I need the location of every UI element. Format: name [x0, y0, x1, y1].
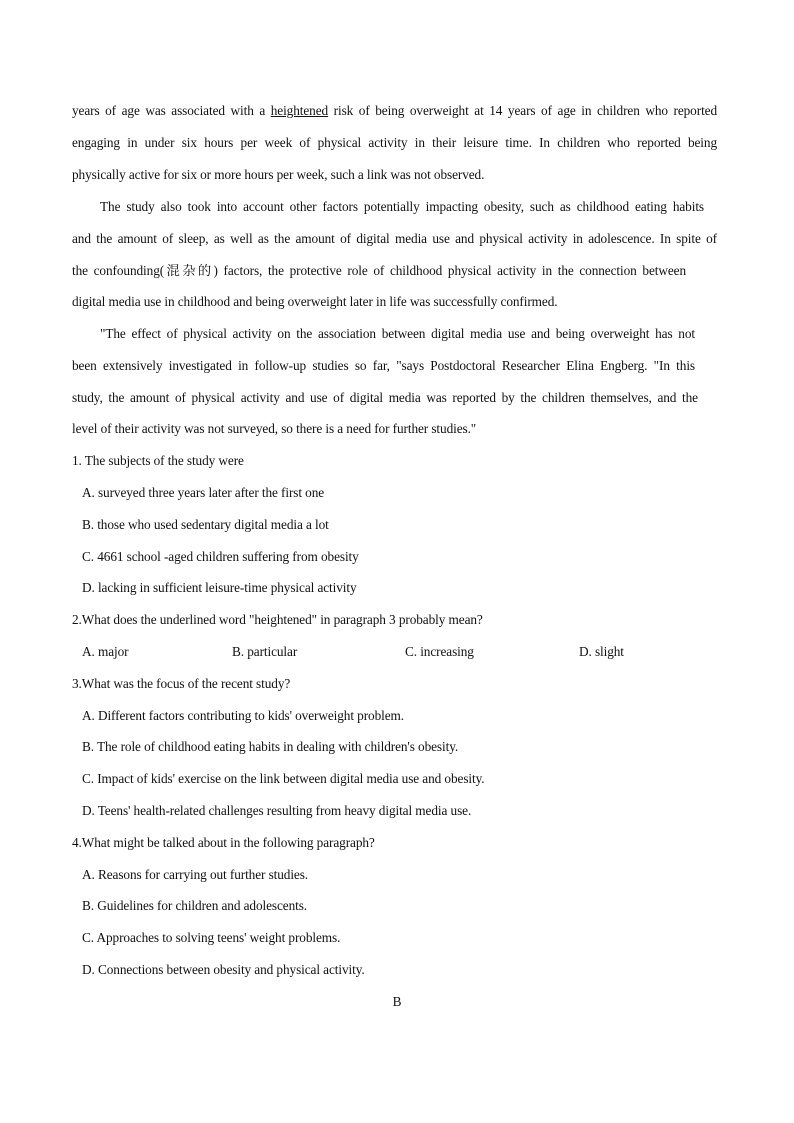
answer-option: A. Different factors contributing to kids' overweight problem.	[82, 708, 405, 723]
paragraph-line: and the amount of sleep, as well as the amount of digital media use and physical activity in adolescence. In spite of	[72, 231, 717, 246]
answer-option: C. 4661 school -aged children suffering from obesity	[82, 549, 359, 564]
question-stem: 4.What might be talked about in the following paragraph?	[72, 835, 375, 850]
paragraph-line: been extensively investigated in follow-up studies so far, "says Postdoctoral Researcher Elina Engberg. "In this	[72, 358, 695, 373]
section-label: B	[392, 994, 402, 1009]
paragraph-line: physically active for six or more hours per week, such a link was not observed.	[72, 167, 485, 182]
answer-option: B. Guidelines for children and adolescents.	[82, 898, 308, 913]
paragraph-line: "The effect of physical activity on the association between digital media use and being overweight has not	[100, 326, 695, 341]
text-span: years of age was associated with a	[72, 103, 271, 118]
answer-option: B. those who used sedentary digital media a lot	[82, 517, 329, 532]
paragraph-line	[72, 103, 717, 119]
answer-option: A. major	[82, 644, 129, 659]
paragraph-line: The study also took into account other factors potentially impacting obesity, such as childhood eating habits	[100, 199, 704, 214]
answer-option: A. surveyed three years later after the first one	[82, 485, 325, 500]
question-stem: 2.What does the underlined word "heightened" in paragraph 3 probably mean?	[72, 612, 483, 627]
answer-option: D. Teens' health-related challenges resulting from heavy digital media use.	[82, 803, 472, 818]
question-stem: 1. The subjects of the study were	[72, 453, 244, 468]
paragraph-line: the confounding(混杂的) factors, the protective role of childhood physical activity in the connection between	[72, 263, 686, 278]
answer-option: B. The role of childhood eating habits in dealing with children's obesity.	[82, 739, 459, 754]
answer-option: C. Approaches to solving teens' weight problems.	[82, 930, 341, 945]
paragraph-line: study, the amount of physical activity and use of digital media was reported by the children themselves, and the	[72, 390, 698, 405]
paragraph-line: engaging in under six hours per week of physical activity in their leisure time. In children who reported being	[72, 135, 717, 150]
answer-option: D. slight	[579, 644, 624, 659]
paragraph-line: digital media use in childhood and being overweight later in life was successfully confirmed.	[72, 294, 558, 309]
underlined-word: heightened	[270, 103, 329, 118]
answer-option: C. increasing	[405, 644, 474, 659]
text-span: risk of being overweight at 14 years of age in children who reported	[328, 103, 718, 118]
answer-option: A. Reasons for carrying out further studies.	[82, 867, 309, 882]
answer-option: C. Impact of kids' exercise on the link between digital media use and obesity.	[82, 771, 485, 786]
answer-option: D. lacking in sufficient leisure-time physical activity	[82, 580, 357, 595]
answer-option: B. particular	[232, 644, 298, 659]
question-stem: 3.What was the focus of the recent study?	[72, 676, 291, 691]
answer-option: D. Connections between obesity and physical activity.	[82, 962, 365, 977]
paragraph-line: level of their activity was not surveyed, so there is a need for further studies."	[72, 421, 477, 436]
